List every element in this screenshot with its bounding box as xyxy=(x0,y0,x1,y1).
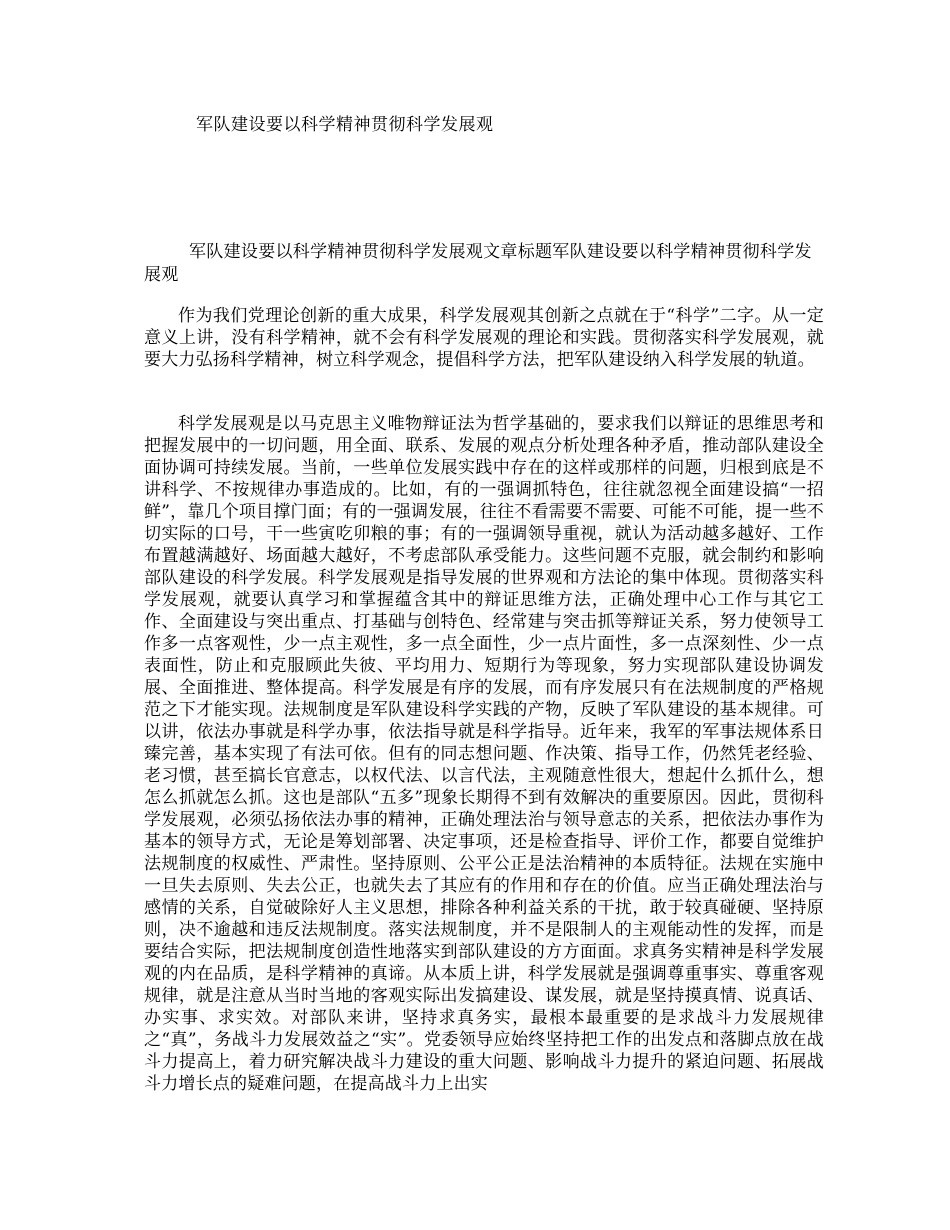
paragraph-2: 科学发展观是以马克思主义唯物辩证法为哲学基础的，要求我们以辩证的思维思考和把握发展中的一切问题，用全面、联系、发展的观点分析处理各种矛盾，推动部队建设全面协调可持续发展。当前，一些单位发展实践中存在的这样或那样的问题，归根到底是不讲科学、不按规律办事造成的。比如，有的一强调抓特色，往往就忽视全面建设搞“一招鲜”，靠几个项目撑门面；有的一强调发展，往往不看需要不需要、可能不可能，提一些不切实际的口号，干一些寅吃卯粮的事；有的一强调领导重视，就认为活动越多越好、工作布置越满越好、场面越大越好，不考虑部队承受能力。这些问题不克服，就会制约和影响部队建设的科学发展。科学发展观是指导发展的世界观和方法论的集中体现。贯彻落实科学发展观，就要认真学习和掌握蕴含其中的辩证思维方法，正确处理中心工作与其它工作、全面建设与突出重点、打基础与创特色、经常建与突击抓等辩证关系，努力使领导工作多一点客观性，少一点主观性，多一点全面性，少一点片面性，多一点深刻性、少一点表面性，防止和克服顾此失彼、平均用力、短期行为等现象，努力实现部队建设协调发展、全面推进、整体提高。科学发展是有序的发展，而有序发展只有在法规制度的严格规范之下才能实现。法规制度是军队建设科学实践的产物，反映了军队建设的基本规律。可以讲，依法办事就是科学办事，依法指导就是科学指导。近年来，我军的军事法规体系日臻完善，基本实现了有法可依。但有的同志想问题、作决策、指导工作，仍然凭老经验、老习惯，甚至搞长官意志，以权代法、以言代法，主观随意性很大，想起什么抓什么，想怎么抓就怎么抓。这也是部队“五多”现象长期得不到有效解决的重要原因。因此，贯彻科学发展观，必须弘扬依法办事的精神，正确处理法治与领导意志的关系，把依法办事作为基本的领导方式，无论是筹划部署、决定事项，还是检查指导、评价工作，都要自觉维护法规制度的权威性、严肃性。坚持原则、公平公正是法治精神的本质特征。法规在实施中一旦失去原则、失去公正，也就失去了其应有的作用和存在的价值。应当正确处理法治与感情的关系，自觉破除好人主义思想，排除各种利益关系的干扰，敢于较真碰硬、坚持原则，决不逾越和违反法规制度。落实法规制度，并不是限制人的主观能动性的发挥，而是要结合实际，把法规制度创造性地落实到部队建设的方方面面。求真务实精神是科学发展观的内在品质，是科学精神的真谛。从本质上讲，科学发展就是强调尊重事实、尊重客观规律，就是注意从当时当地的客观实际出发搞建设、谋发展，就是坚持摸真情、说真话、办实事、求实效。对部队来讲，坚持求真务实，最根本最重要的是求战斗力发展规律之“真”，务战斗力发展效益之“实”。党委领导应始终坚持把工作的出发点和落脚点放在战斗力提高上，着力研究解决战斗力建设的重大问题、影响战斗力提升的紧迫问题、拓展战斗力增长点的疑难问题，在提高战斗力上出实 xyxy=(144,414,824,1094)
document-subtitle: 军队建设要以科学精神贯彻科学发展观文章标题军队建设要以科学精神贯彻科学发展观 xyxy=(144,242,812,285)
document-title: 军队建设要以科学精神贯彻科学发展观 xyxy=(196,115,494,135)
paragraph-1: 作为我们党理论创新的重大成果，科学发展观其创新之点就在于“科学”二字。从一定意义上讲，没有科学精神，就不会有科学发展观的理论和实践。贯彻落实科学发展观，就要大力弘扬科学精神，树立科学观念，提倡科学方法，把军队建设纳入科学发展的轨道。 xyxy=(144,306,824,370)
